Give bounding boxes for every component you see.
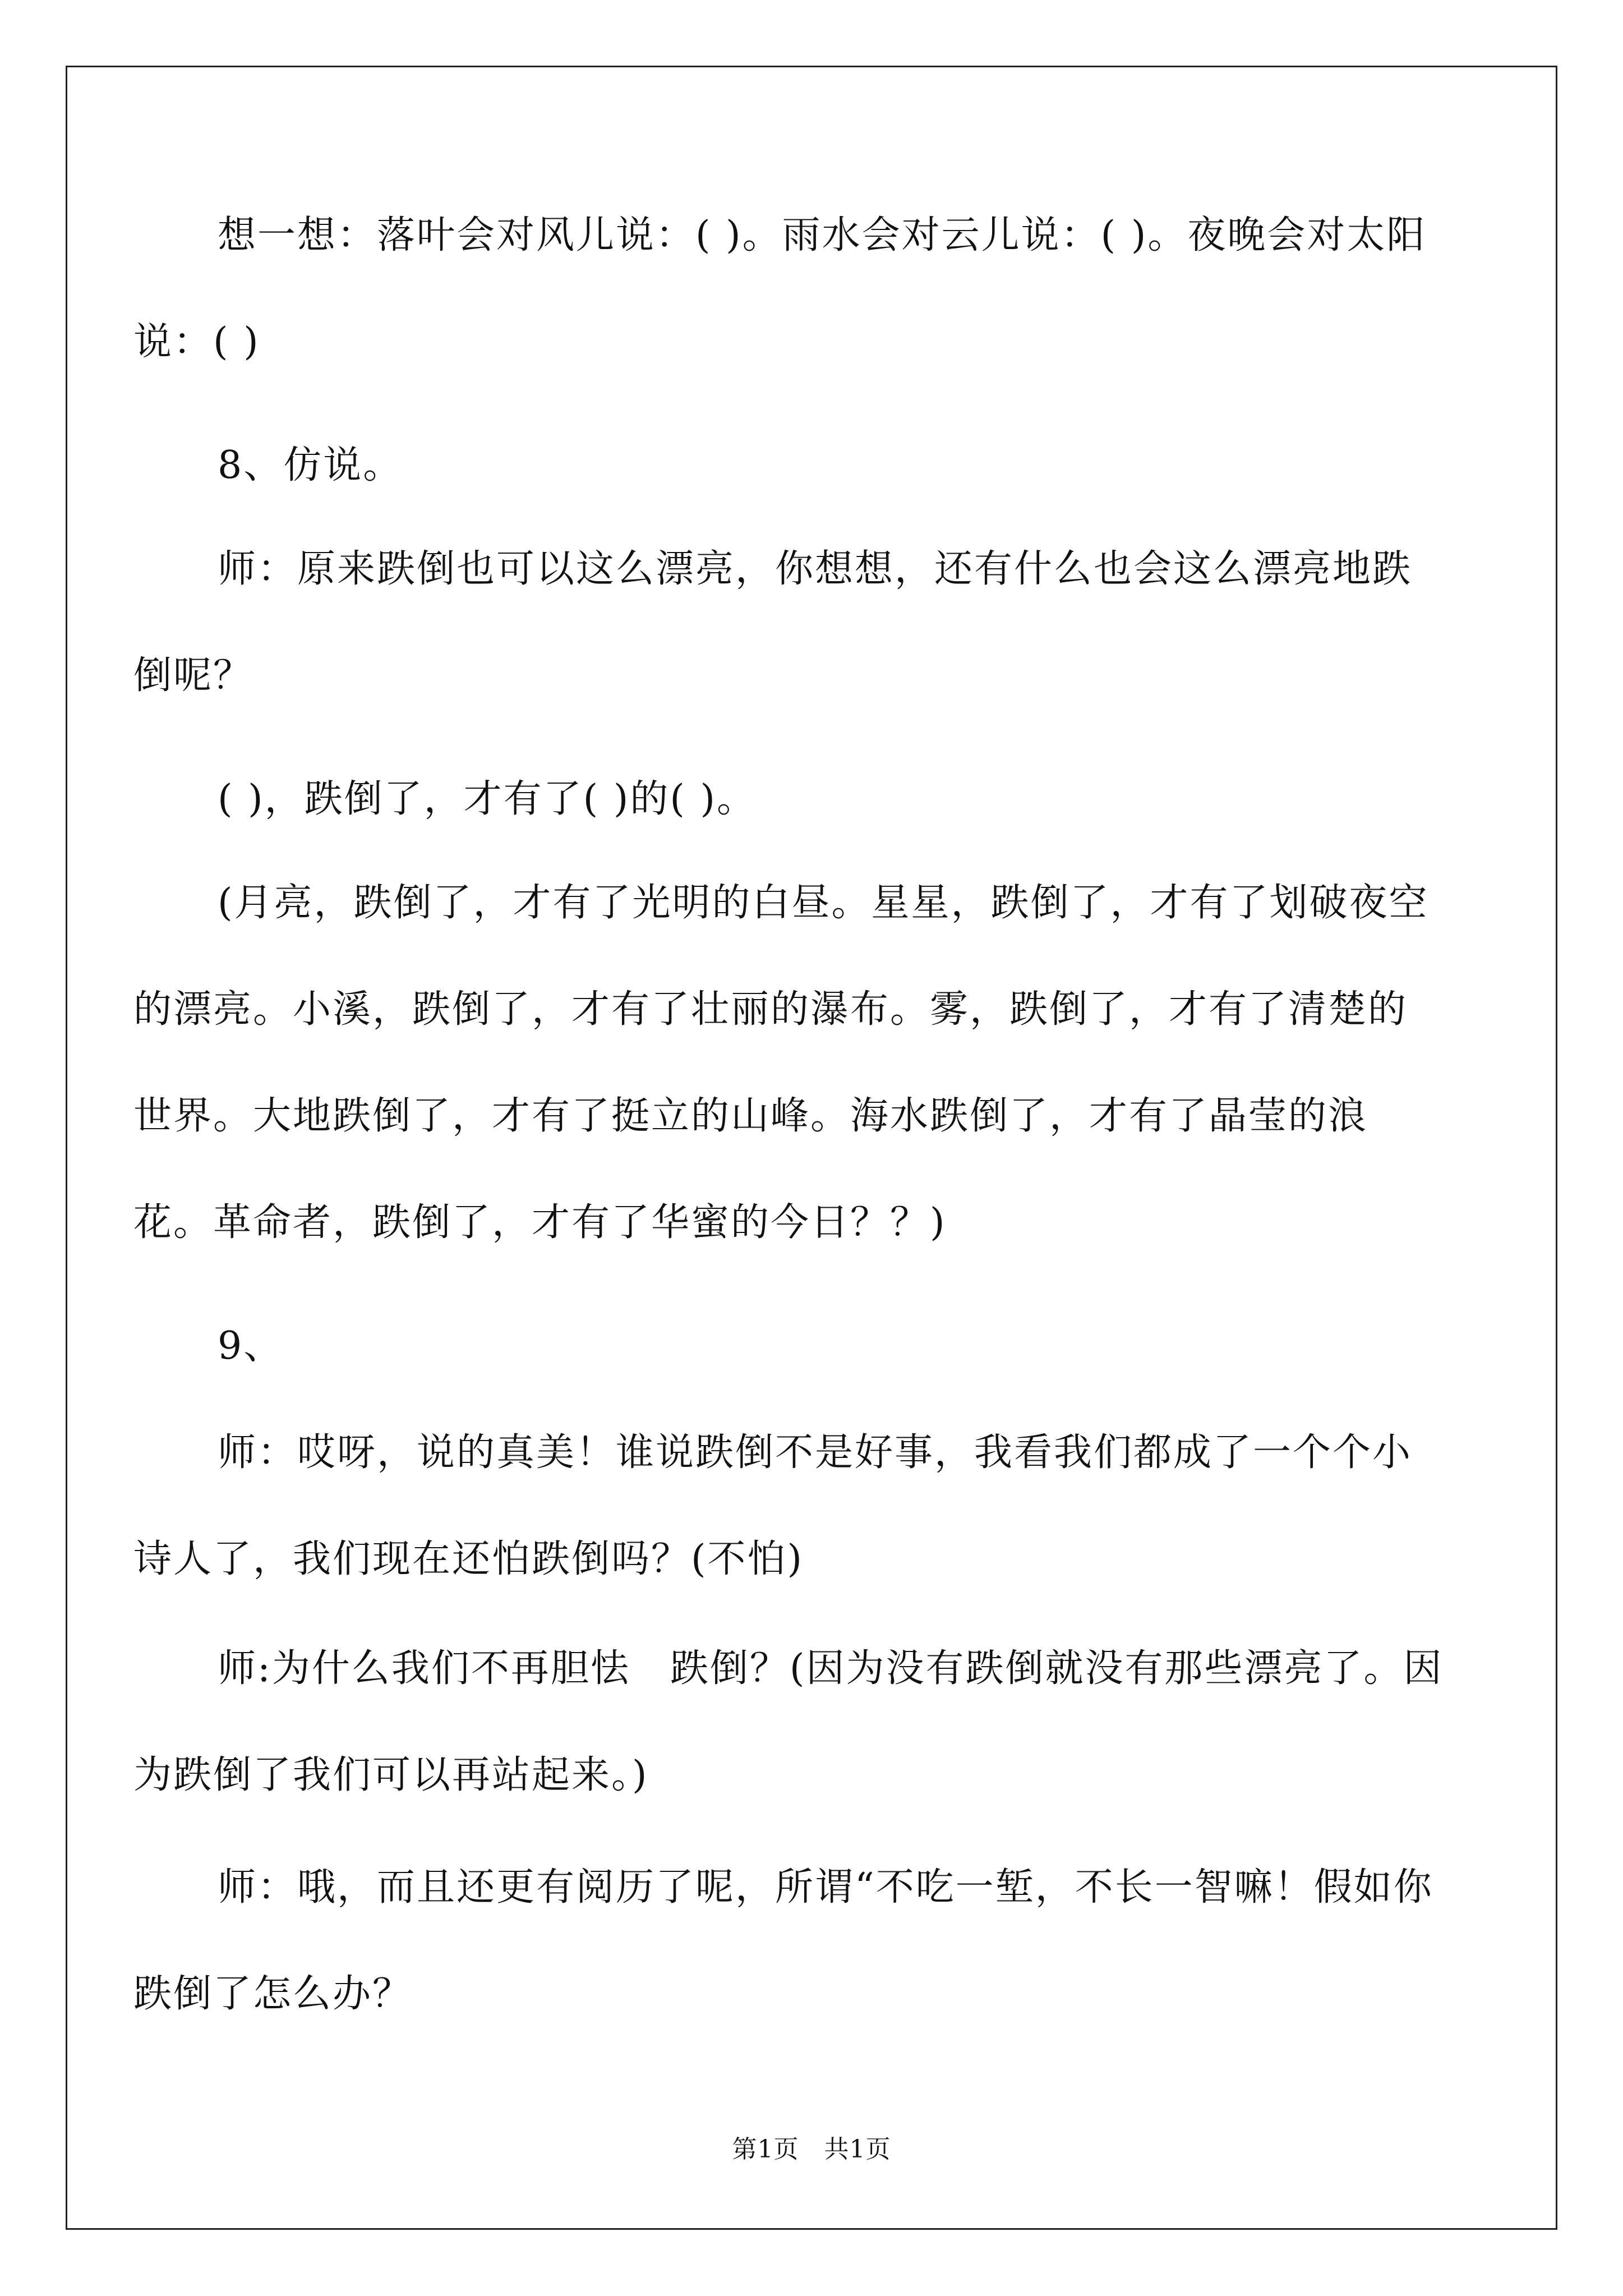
paragraph-7: 师：哎呀，说的真美！谁说跌倒不是好事，我看我们都成了一个个小诗人了，我们现在还怕跌倒吗？(不怕)	[133, 1430, 1413, 1581]
paragraph-1: 想一想：落叶会对风儿说：( )。雨水会对云儿说：( )。夜晚会对太阳说：( )	[133, 213, 1427, 364]
paragraph-5: (月亮，跌倒了，才有了光明的白昼。星星，跌倒了，才有了划破夜空的漂亮。小溪，跌倒了，才有了壮丽的瀑布。雾，跌倒了，才有了清楚的世界。大地跌倒了，才有了挺立的山峰。海水跌倒了，才有了晶莹的浪花。革命者，跌倒了，才有了华蜜的今日？？)	[133, 881, 1429, 1245]
paragraph-9: 师：哦，而且还更有阅历了呢，所谓“不吃一堑，不长一智嘛！假如你跌倒了怎么办？	[133, 1865, 1433, 2016]
paragraph-3: 师：原来跌倒也可以这么漂亮，你想想，还有什么也会这么漂亮地跌倒呢？	[133, 547, 1413, 698]
page-footer: 第1页 共1页	[732, 2135, 891, 2164]
paragraph-6: 9、	[218, 1324, 284, 1368]
paragraph-2: 8、仿说。	[218, 443, 403, 487]
paragraph-4: ( )，跌倒了，才有了( )的( )。	[218, 777, 757, 821]
paragraph-8: 师:为什么我们不再胆怯 跌倒？(因为没有跌倒就没有那些漂亮了。因为跌倒了我们可以再站起来。)	[133, 1646, 1444, 1797]
